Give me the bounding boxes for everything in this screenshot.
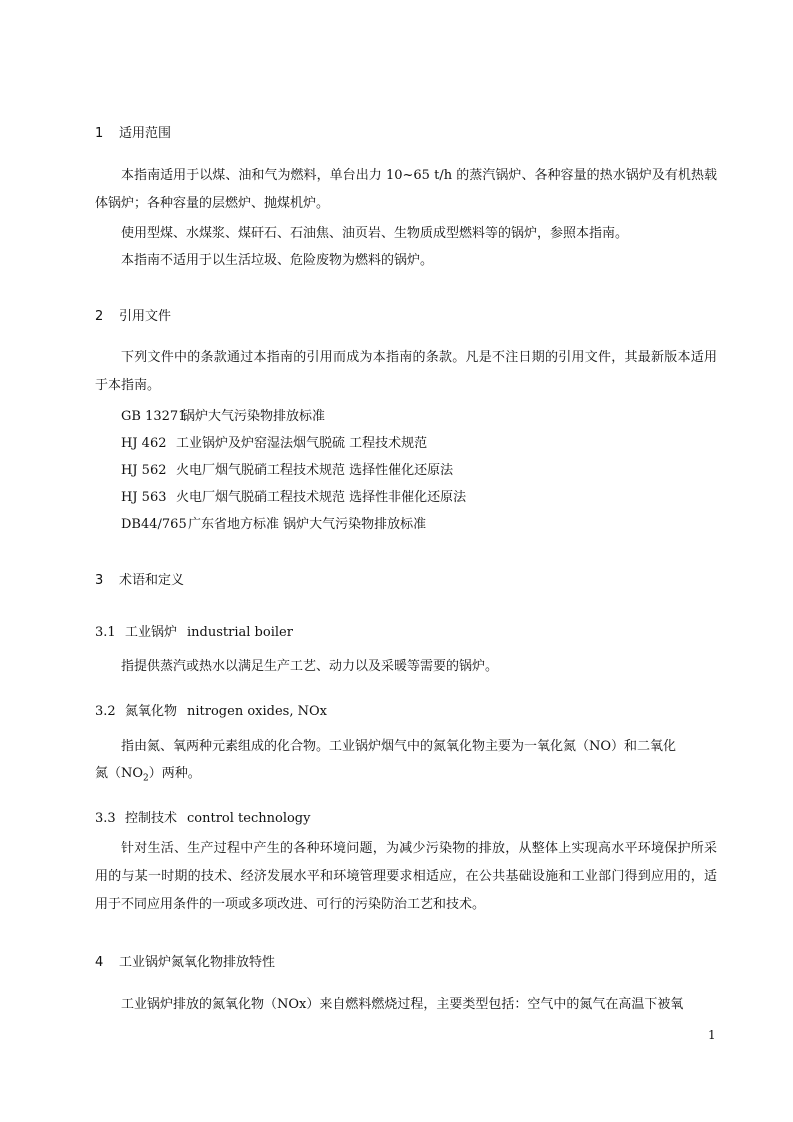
- term-english: industrial boiler: [187, 625, 293, 640]
- term-chinese: 工业锅炉: [125, 625, 178, 640]
- subscript: 2: [143, 773, 149, 784]
- reference-title: 火电厂烟气脱硝工程技术规范 选择性催化还原法: [176, 463, 454, 478]
- reference-code: HJ 562: [121, 463, 167, 478]
- paragraph: 下列文件中的条款通过本指南的引用而成为本指南的条款。凡是不注日期的引用文件，其最新版本适用于本指南。: [95, 350, 717, 393]
- reference-item: [121, 405, 325, 424]
- term-definition: 指提供蒸汽或热水以满足生产工艺、动力以及采暖等需要的锅炉。: [121, 659, 499, 674]
- section-title: 引用文件: [119, 309, 172, 324]
- reference-code: DB44/765: [121, 517, 187, 532]
- section-number: 1: [95, 126, 104, 141]
- reference-item: [121, 432, 427, 451]
- section-heading-2: [95, 305, 715, 324]
- reference-code: GB 13271: [121, 409, 187, 424]
- section-heading-4: [95, 951, 715, 970]
- page-number: 1: [708, 1028, 716, 1042]
- term-number: 3.3: [95, 811, 116, 826]
- section-heading-3: [95, 569, 715, 588]
- paragraph: 使用型煤、水煤浆、煤矸石、石油焦、油页岩、生物质成型燃料等的锅炉，参照本指南。: [121, 226, 629, 241]
- term-english: nitrogen oxides, NOx: [187, 704, 327, 719]
- paragraph: 工业锅炉排放的氮氧化物（NOx）来自燃料燃烧过程，主要类型包括：空气中的氮气在高温下被氧: [121, 997, 684, 1012]
- paragraph: 本指南适用于以煤、油和气为燃料，单台出力 10~65 t/h 的蒸汽锅炉、各种容量的热水锅炉及有机热载体锅炉；各种容量的层燃炉、抛煤机炉。: [95, 168, 717, 211]
- term-definition: 针对生活、生产过程中产生的各种环境问题，为减少污染物的排放，从整体上实现高水平环境保护所采用的与某一时期的技术、经济发展水平和环境管理要求相适应，在公共基础设施和工业部门得到应用的，适用于不同应用条件的一项或多项改进、可行的污染防治工艺和技术。: [95, 841, 717, 912]
- reference-title: 工业锅炉及炉窑湿法烟气脱硫 工程技术规范: [176, 436, 428, 451]
- section-title: 术语和定义: [119, 573, 185, 588]
- term-heading-3-2: [95, 700, 715, 719]
- section-number: 2: [95, 309, 104, 324]
- reference-item: [121, 459, 453, 478]
- definition-text: ）两种。: [148, 766, 201, 781]
- reference-title: 广东省地方标准 锅炉大气污染物排放标准: [188, 517, 427, 532]
- term-chinese: 氮氧化物: [125, 704, 178, 719]
- reference-code: HJ 462: [121, 436, 167, 451]
- term-heading-3-1: [95, 621, 715, 640]
- definition-text: 氮（NO: [95, 766, 144, 781]
- section-number: 4: [95, 955, 104, 970]
- term-definition-line: 指由氮、氧两种元素组成的化合物。工业锅炉烟气中的氮氧化物主要为一氧化氮（NO）和二氧化: [121, 739, 677, 754]
- term-chinese: 控制技术: [125, 811, 178, 826]
- reference-title: 火电厂烟气脱硝工程技术规范 选择性非催化还原法: [176, 490, 467, 505]
- reference-item: [121, 486, 466, 505]
- reference-item: [121, 513, 426, 532]
- section-number: 3: [95, 573, 104, 588]
- term-english: control technology: [187, 811, 311, 826]
- paragraph: 本指南不适用于以生活垃圾、危险废物为燃料的锅炉。: [121, 253, 434, 268]
- term-heading-3-3: [95, 807, 715, 826]
- section-title: 工业锅炉氮氧化物排放特性: [119, 955, 276, 970]
- term-number: 3.1: [95, 625, 116, 640]
- reference-title: 锅炉大气污染物排放标准: [182, 409, 326, 424]
- section-title: 适用范围: [119, 126, 172, 141]
- section-heading-1: [95, 122, 715, 141]
- term-definition-line: [95, 762, 715, 784]
- reference-code: HJ 563: [121, 490, 167, 505]
- term-number: 3.2: [95, 704, 116, 719]
